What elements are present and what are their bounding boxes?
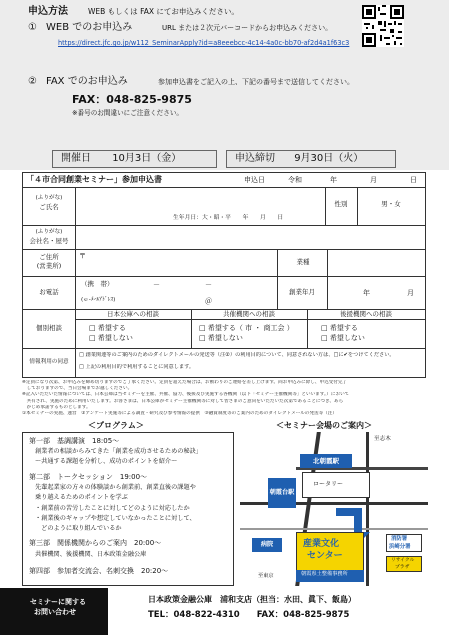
gender-label: 性別: [334, 200, 348, 208]
qr-code[interactable]: [362, 5, 404, 47]
fax-number: FAX：048-825-9875: [72, 93, 192, 106]
map-prefectural-label: 朝霞県土整備事務所: [301, 571, 348, 577]
founding-label: 創業年月: [289, 288, 315, 296]
note-line: しておりますので、当日会場までお越しください。: [22, 386, 133, 392]
note-line: ※定員になり次第、お申込みを締め切りますのでご了承ください。定員を超えた場合は、お断わりのご連絡を差し上げます。尚お申込みに際し、申込受付完了: [22, 380, 348, 385]
company-furigana-label: (ふりがな): [35, 229, 63, 235]
consult-support-no[interactable]: □ 希望しない: [321, 334, 365, 342]
program-part3-line1: 共催機関、後援機関、日本政策金融公庫: [35, 551, 147, 558]
map-fire-station: [386, 534, 422, 552]
address-sub-label: (営業所): [36, 262, 62, 270]
web-title: WEB でのお申込み: [46, 22, 133, 33]
founding-month: 月: [407, 289, 414, 297]
consult-cohost-yes[interactable]: □ 希望する（ 市 ・ 商工会 ）: [199, 324, 294, 332]
email-label: (ｅ-ﾒｰﾙｱﾄﾞﾚｽ): [81, 297, 116, 303]
consult-col-cohost: 共催機関への相談: [223, 310, 275, 318]
apply-heading: 申込方法: [28, 6, 68, 17]
gender-options[interactable]: 男・女: [381, 200, 401, 208]
program-part2-line4: ・創業後のギャップや想定していなかったことに対して、: [35, 515, 196, 522]
phone-dash-2: －: [205, 281, 212, 289]
deadline-box: [226, 150, 396, 168]
inquiry-line1: セミナーに関する: [30, 598, 86, 606]
note-line: ※記入いただいた情報については、日本公庫は当セミナーを主催、共催、協力、後援及び実施する各機関（以下「セミナー主催機関等」といいます。）において: [22, 392, 350, 398]
deadline-label: 申込締切: [235, 153, 275, 164]
form-title: 「４市合同創業セミナー」参加申込書: [26, 175, 162, 184]
phone-label: お電話: [39, 288, 59, 296]
form-month: 月: [370, 176, 377, 184]
address-label: ご住所: [39, 253, 59, 261]
name-field[interactable]: [77, 189, 323, 213]
email-at: ＠: [205, 297, 212, 305]
privacy-label: 情報利用の同意: [29, 359, 69, 365]
form-date-label: 申込日: [244, 176, 265, 184]
web-url-link[interactable]: https://direct.jfc.go.jp/w112_SeminarApply?id=a8eeebcc-4c14-4a0c-bb70-af2d4a1f63c3: [58, 39, 350, 47]
fax-number-mark: ②: [28, 76, 37, 87]
deadline-value: 9月30日（火）: [294, 153, 364, 164]
program-part2-line5: どのように取り組んでいるか: [35, 525, 122, 532]
application-form: [22, 172, 426, 378]
business-field[interactable]: [329, 251, 423, 275]
footer-org: 日本政策金融公庫 浦和支店（担当：水田、眞下、飯島）: [148, 595, 356, 604]
mobile-label: （携 帯）: [81, 280, 114, 288]
postal-mark: 〒: [79, 252, 86, 260]
consult-jfc-no[interactable]: □ 希望しない: [89, 334, 133, 342]
map-to-tokyo: 至東京: [258, 573, 274, 579]
program-part2-heading: 第二部 トークセッション 19:00～: [29, 473, 148, 481]
form-year: 年: [330, 176, 337, 184]
phone-email-field[interactable]: [77, 278, 275, 307]
consult-cohost-no[interactable]: □ 希望しない: [199, 334, 243, 342]
map-fire-line1: 消防署: [391, 536, 408, 542]
map-to-shiki: 至志木: [374, 436, 391, 442]
map-recycle-plaza: [386, 556, 422, 572]
program-part3-heading: 第三部 関係機関からのご案内 20:00～: [29, 539, 162, 547]
map-venue-line1: 産業文化: [303, 539, 340, 549]
map-recycle-line1: リサイクル: [391, 558, 415, 563]
business-label: 業種: [296, 258, 310, 266]
map-kita-asaka-station: 北朝霞駅: [300, 454, 352, 468]
fax-title: FAX でのお申込み: [46, 76, 128, 87]
consult-col-support: 後援機関への相談: [340, 310, 392, 318]
address-field[interactable]: [77, 251, 275, 275]
program-title: ＜プログラム＞: [88, 421, 144, 430]
consult-col-jfc: 日本公庫への相談: [107, 310, 159, 318]
inquiry-badge: [0, 588, 108, 635]
program-box: [22, 432, 234, 586]
form-era: 令和: [288, 176, 302, 184]
map-hospital: 病院: [252, 538, 282, 552]
note-line: ①本セミナーの実施、運営 ②アンケート実施等による調査・研究及び参考情報の提供 ③融資制度等のご案内のためのダイレクトメールの発送等（注）: [22, 410, 337, 416]
web-note: URL または２次元バーコードからお申込みください。: [162, 24, 333, 32]
program-part2-line1: 先輩起業家の方々の体験談から創業前、創業直後の課題や: [35, 484, 196, 491]
qr-code-icon: [362, 5, 404, 47]
program-part1-line2: ～共通する課題を分析し、成功のポイントを紹介～: [35, 458, 178, 465]
notes: [22, 380, 428, 417]
birthdate-label: 生年月日：大・昭・平 年 月 日: [173, 215, 284, 221]
program-part1-heading: 第一部 基調講演 18:05～: [29, 437, 120, 445]
event-date-value: 10月3日（金）: [112, 153, 182, 164]
map-asakadai-station: 朝霞台駅: [268, 478, 296, 508]
note-line: かじめ承諾するものとします。: [22, 404, 91, 410]
privacy-text-1[interactable]: □ 創業関連等のご案内のためのダイレクトメールの発送等（注②）の利用目的について、同意されない方は、□に✔をつけてください。: [79, 352, 395, 358]
map-fire-line2: 浜崎分署: [389, 544, 411, 550]
map-rotary-label: ロータリー: [313, 481, 344, 488]
map-rotary: [302, 472, 370, 498]
form-day: 日: [410, 176, 417, 184]
privacy-text-2[interactable]: □ 上記の利用目的で利用することに同意します。: [79, 364, 195, 370]
consult-jfc-yes[interactable]: □ 希望する: [89, 324, 126, 332]
founding-year: 年: [363, 289, 370, 297]
apply-heading-note: WEB もしくは FAX にてお申込みください。: [88, 7, 239, 16]
program-part1-line1: 創業者の相談からみてきた「創業を成功させるための秘訣」: [35, 448, 203, 455]
map-venue-line2: センター: [307, 551, 343, 561]
inquiry-line2: お問い合わせ: [34, 608, 76, 616]
name-label: ご氏名: [39, 203, 59, 211]
program-part2-line2: 乗り越えるためのポイントを学ぶ: [35, 494, 128, 501]
map-recycle-line2: プラザ: [395, 565, 410, 570]
event-date-label: 開催日: [61, 153, 91, 164]
consult-label: 個別相談: [36, 324, 62, 332]
consult-support-yes[interactable]: □ 希望する: [321, 324, 358, 332]
company-field[interactable]: [77, 227, 423, 247]
phone-dash-1: －: [153, 281, 160, 289]
name-furigana-label: (ふりがな): [35, 195, 63, 201]
note-line: 共有され、実施のために利用いたします。お客さまは、日本公庫がセミナー主催機関等に対して皆さまのご意向をいただいた次第であることにつき、あら: [22, 398, 344, 404]
company-label: 会社名・屋号: [29, 237, 69, 245]
map-title: ＜セミナー会場のご案内＞: [276, 421, 372, 430]
program-part2-line3: ・創業前の苦労したことに対してどのように対応したか: [35, 505, 190, 512]
application-method-section: [0, 0, 449, 170]
program-part4-heading: 第四部 参加者交流会、名刺交換 20:20～: [29, 567, 169, 575]
venue-map: [240, 432, 428, 586]
event-date-box: [52, 150, 217, 168]
web-number: ①: [28, 22, 37, 33]
fax-caution: ※番号のお間違いにご注意ください。: [72, 109, 184, 117]
footer-contact: TEL：048-822-4310 FAX：048-825-9875: [148, 610, 350, 620]
map-prefectural-office: [296, 570, 364, 582]
fax-note: 参加申込書をご記入の上、下記の番号まで送信してください。: [158, 78, 354, 86]
